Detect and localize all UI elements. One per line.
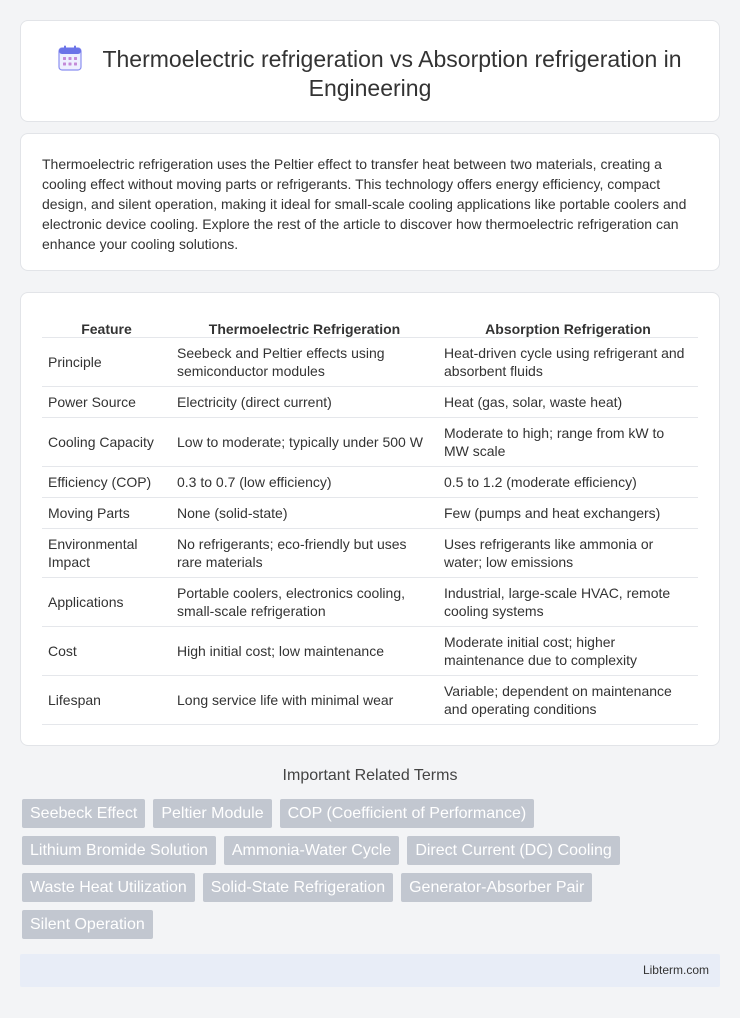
row-absorption: Variable; dependent on maintenance and operating conditions [438, 675, 698, 724]
footer-brand-link[interactable]: Libterm.com [642, 963, 709, 977]
tag-waste-heat-utilization[interactable]: Waste Heat Utilization [22, 873, 195, 902]
row-feature: Applications [42, 577, 171, 626]
calendar-icon [58, 45, 82, 71]
table-header-row [42, 315, 698, 337]
related-terms-tags [22, 799, 722, 947]
row-absorption: Moderate initial cost; higher maintenance due to complexity [438, 626, 698, 675]
row-absorption: Few (pumps and heat exchangers) [438, 497, 698, 528]
tag-solid-state-refrigeration[interactable]: Solid-State Refrigeration [203, 873, 393, 902]
row-thermoelectric: High initial cost; low maintenance [171, 626, 438, 675]
table-row [42, 528, 698, 577]
tag-cop[interactable]: COP (Coefficient of Performance) [280, 799, 535, 828]
tag-peltier-module[interactable]: Peltier Module [153, 799, 271, 828]
row-absorption: Uses refrigerants like ammonia or water; low emissions [438, 528, 698, 577]
tag-generator-absorber-pair[interactable]: Generator-Absorber Pair [401, 873, 592, 902]
row-feature: Cost [42, 626, 171, 675]
footer [20, 954, 720, 987]
row-feature: Power Source [42, 386, 171, 417]
row-thermoelectric: No refrigerants; eco-friendly but uses rare materials [171, 528, 438, 577]
page-title-wrap [21, 45, 719, 103]
row-feature: Efficiency (COP) [42, 466, 171, 497]
row-absorption: Moderate to high; range from kW to MW scale [438, 417, 698, 466]
related-terms-title: Important Related Terms [282, 767, 458, 784]
row-thermoelectric: Electricity (direct current) [171, 386, 438, 417]
row-absorption: Heat-driven cycle using refrigerant and absorbent fluids [438, 337, 698, 386]
page-title: Thermoelectric refrigeration vs Absorption refrigeration in Engineering [102, 46, 682, 101]
table-row [42, 626, 698, 675]
row-thermoelectric: Portable coolers, electronics cooling, small-scale refrigeration [171, 577, 438, 626]
comparison-card [20, 292, 720, 746]
table-row [42, 466, 698, 497]
table-row [42, 675, 698, 724]
row-absorption: Heat (gas, solar, waste heat) [438, 386, 698, 417]
tag-row [22, 873, 722, 902]
tag-row [22, 836, 722, 865]
tag-row [22, 799, 722, 828]
tag-lithium-bromide-solution[interactable]: Lithium Bromide Solution [22, 836, 216, 865]
intro-card [20, 133, 720, 271]
row-feature: Lifespan [42, 675, 171, 724]
intro-paragraph: Thermoelectric refrigeration uses the Peltier effect to transfer heat between two materials, creating a cooling effect without moving parts or refrigerants. This technology offers energy efficiency, compact design, and silent operation, making it ideal for small-scale cooling applications like portable coolers and electronic device cooling. Explore the rest of the article to discover how thermoelectric refrigeration can enhance your cooling solutions. [42, 156, 687, 252]
row-thermoelectric: Long service life with minimal wear [171, 675, 438, 724]
tag-silent-operation[interactable]: Silent Operation [22, 910, 153, 939]
row-thermoelectric: Low to moderate; typically under 500 W [171, 417, 438, 466]
column-header-thermoelectric: Thermoelectric Refrigeration [171, 315, 438, 337]
column-header-feature: Feature [42, 315, 171, 337]
header-card [20, 20, 720, 122]
table-row [42, 386, 698, 417]
row-feature: Moving Parts [42, 497, 171, 528]
tag-seebeck-effect[interactable]: Seebeck Effect [22, 799, 145, 828]
row-absorption: Industrial, large-scale HVAC, remote cooling systems [438, 577, 698, 626]
row-feature: Principle [42, 337, 171, 386]
comparison-table [42, 315, 698, 725]
table-row [42, 417, 698, 466]
row-thermoelectric: None (solid-state) [171, 497, 438, 528]
row-thermoelectric: 0.3 to 0.7 (low efficiency) [171, 466, 438, 497]
table-row [42, 337, 698, 386]
row-feature: Environmental Impact [42, 528, 171, 577]
tag-row [22, 910, 722, 939]
table-row [42, 497, 698, 528]
tag-ammonia-water-cycle[interactable]: Ammonia-Water Cycle [224, 836, 399, 865]
table-row [42, 577, 698, 626]
row-feature: Cooling Capacity [42, 417, 171, 466]
row-thermoelectric: Seebeck and Peltier effects using semiconductor modules [171, 337, 438, 386]
row-absorption: 0.5 to 1.2 (moderate efficiency) [438, 466, 698, 497]
tag-direct-current-cooling[interactable]: Direct Current (DC) Cooling [407, 836, 620, 865]
column-header-absorption: Absorption Refrigeration [438, 315, 698, 337]
